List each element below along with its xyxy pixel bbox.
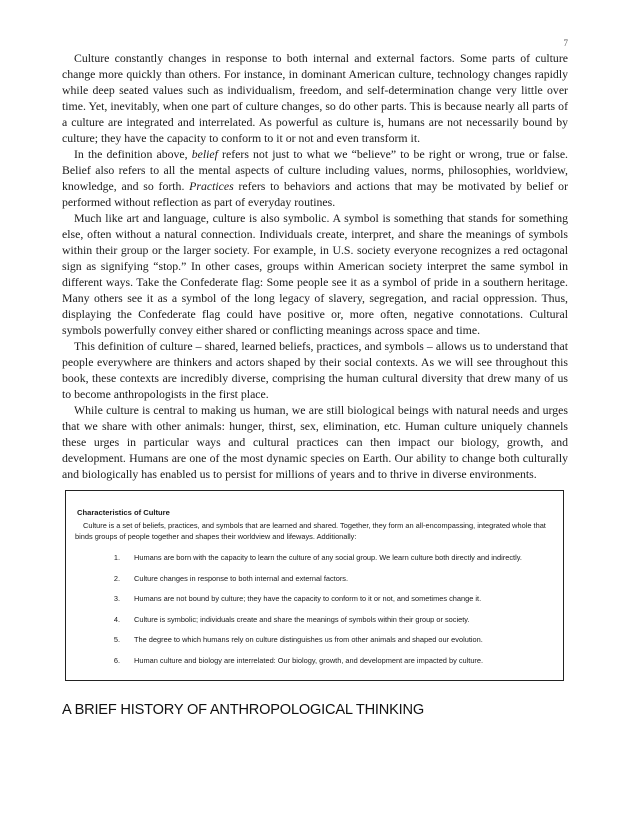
list-number: 3. xyxy=(113,594,120,603)
list-number: 5. xyxy=(113,635,120,644)
paragraph-text: Culture constantly changes in response to both internal and external factors. Some parts of culture change more quickly than others. For instance, in dominant American culture, technology changes rapidly while deep seated values such as individualism, freedom, and self-determination change very little over time. Yet, inevitably, when one part of culture changes, so do other parts. This is because nearly all parts of a culture are integrated and interrelated. As powerful as culture is, humans are not necessarily bound by culture; they have the capacity to conform to it or not and even transform it. xyxy=(62,51,568,145)
box-intro: Culture is a set of beliefs, practices, and symbols that are learned and shared. Together, they form an all-encompassing, integrated whole that binds groups of people together and shapes their worldview and lifeways. Additionally: xyxy=(75,521,546,541)
paragraph-text: refers to behaviors and actions that may be motivated by belief or performed without reflection as part of everyday routines. xyxy=(62,179,568,209)
list-text: Culture is symbolic; individuals create and share the meanings of symbols within their group or society. xyxy=(134,614,470,624)
paragraph xyxy=(62,210,568,338)
list-item xyxy=(100,656,483,665)
paragraph-text: Much like art and language, culture is also symbolic. A symbol is something that stands for something else, often without a natural connection. Individuals create, interpret, and share the meanings of symbols within their group or the larger society. For example, in U.S. society everyone recognizes a red octagonal sign as signifying “stop.” In other cases, groups within American society interpret the same symbol in different ways. Take the Confederate flag: Some people see it as a symbol of pride in a southern heritage. Many others see it as a symbol of the long legacy of slavery, segregation, and racial oppression. Thus, displaying the Confederate flag could have positive or, more often, negative connotations. Cultural symbols powerfully convey either shared or conflicting meanings across space and time. xyxy=(62,211,568,337)
page-number: 7 xyxy=(563,38,568,48)
list-item xyxy=(100,635,483,644)
list-item xyxy=(100,594,481,603)
list-number: 1. xyxy=(113,553,120,562)
list-number: 4. xyxy=(113,614,120,624)
paragraph xyxy=(62,50,568,146)
list-item xyxy=(100,574,348,583)
box-title: Characteristics of Culture xyxy=(77,508,170,517)
list-item xyxy=(100,615,469,624)
list-text: Humans are not bound by culture; they have the capacity to conform to it or not, and sometimes change it. xyxy=(134,594,482,603)
list-text: The degree to which humans rely on culture distinguishes us from other animals and shaped our evolution. xyxy=(134,635,483,644)
list-item xyxy=(100,553,522,562)
paragraph-text: refers not just to what we “believe” to be right or wrong, true or false. Belief also refers to all the mental aspects of culture including values, norms, philosophies, worldview, knowledge, and so forth. xyxy=(62,147,568,193)
characteristics-box xyxy=(65,490,564,681)
list-text: Culture changes in response to both internal and external factors. xyxy=(134,573,349,583)
body-text xyxy=(62,50,568,482)
term-practices: Practices xyxy=(189,179,234,193)
paragraph xyxy=(62,338,568,402)
list-number: 6. xyxy=(113,655,120,665)
paragraph xyxy=(62,146,568,210)
list-text: Humans are born with the capacity to learn the culture of any social group. We learn culture both directly and indirectly. xyxy=(134,553,522,562)
section-heading: A BRIEF HISTORY OF ANTHROPOLOGICAL THINKING xyxy=(62,702,425,718)
paragraph-text: In the definition above, xyxy=(74,147,192,161)
paragraph xyxy=(62,402,568,482)
paragraph-text: This definition of culture – shared, learned beliefs, practices, and symbols – allows us to understand that people everywhere are thinkers and actors shaped by their social contexts. As we will see throughout this book, these contexts are incredibly diverse, comprising the human cultural diversity that drew many of us to become anthropologists in the first place. xyxy=(62,339,568,401)
paragraph-text: While culture is central to making us human, we are still biological beings with natural needs and urges that we share with other animals: hunger, thirst, sex, elimination, etc. Human culture uniquely channels these urges in particular ways and cultural practices can then impact our biology, growth, and development. Humans are one of the most dynamic species on Earth. Our ability to change both culturally and biologically has enabled us to persist for millions of years and to thrive in diverse environments. xyxy=(62,403,568,481)
list-number: 2. xyxy=(113,573,120,583)
list-text: Human culture and biology are interrelated: Our biology, growth, and development are impacted by culture. xyxy=(134,655,484,665)
term-belief: belief xyxy=(191,147,218,161)
